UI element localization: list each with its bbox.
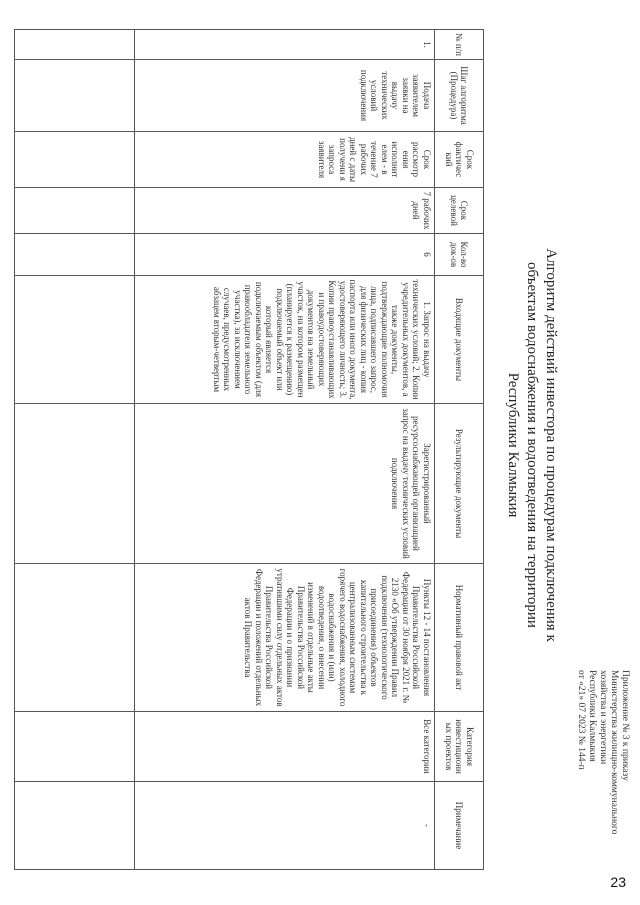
table-row — [135, 30, 435, 870]
table-header-row — [435, 30, 484, 870]
cell-result-docs: Зарегистрированный ресурсоснабжающей организацией запрос на выдачу технических условий подключения — [135, 404, 435, 564]
column-header: Срок целевой — [435, 188, 484, 234]
column-header: Входящие документы — [435, 276, 484, 404]
cell-target-term — [15, 188, 135, 234]
cell-result-docs — [15, 404, 135, 564]
cell-note — [15, 782, 135, 870]
cell-legal-act — [15, 564, 135, 712]
cell-doc-count: 6 — [135, 234, 435, 276]
document-title: Алгоритм действий инвестора по процедурам подключения к объектам водоснабжения и водоотведения на территории Республики Калмыкия — [505, 248, 559, 642]
appendix-header — [575, 670, 630, 870]
cell-category — [15, 712, 135, 782]
cell-number: 1. — [135, 30, 435, 60]
column-header: Нормативный правовой акт — [435, 564, 484, 712]
page-number: 23 — [610, 874, 626, 890]
column-header: Шаг алгоритма (Процедура) — [435, 60, 484, 132]
rotated-page — [0, 5, 640, 885]
appendix-line: Приложение № 3 к приказу — [620, 670, 630, 781]
column-header: № п/п — [435, 30, 484, 60]
cell-doc-count — [15, 234, 135, 276]
cell-number — [15, 30, 135, 60]
algorithm-table — [14, 29, 484, 870]
appendix-line: Республики Калмыкия — [587, 670, 597, 762]
cell-legal-act: Пункты 12 - 14 постановления Правительства Российской Федерации от 30 ноября 2021 г. № 2130 «Об утверждении Правил подключения (технологического присоединения) объектов капитального строительства к централизованным системам горячего водоснабжения, холодного водоснабжения и (или) водоотведения, о внесении изменений в отдельные акты Правительства Российской Федерации и о признании утратившими силу отдельных актов Правительства Российской Федерации и положений отдельных актов Правительства — [135, 564, 435, 712]
cell-actual-term: Срок рассмотр ения исполнит елем - в течение 7 рабочих дней с даты получени я запроса заявителя — [135, 132, 435, 188]
cell-target-term: 7 рабочих дней — [135, 188, 435, 234]
cell-category: Все категории — [135, 712, 435, 782]
cell-input-docs — [15, 276, 135, 404]
cell-input-docs: 1. Запрос на выдачу технических условий; 2. Копии учредительных документов, а также документы, подтверждающие полномочия лица, подписавшего запрос, для физических лиц - копия паспорта или иного документа, удостоверяющего личность; 3. Копии правоустанавливающих и правоудостоверяющих документов на земельный участок, на котором размещен (планируется к размещению) подключаемый объект или который является подключаемым объектом (для правообладателя земельного участка), за исключением случаев, предусмотренных абзацем вторым-четвертым — [135, 276, 435, 404]
table-row — [15, 30, 135, 870]
appendix-line: от «21» 07 2023 № 144-п — [576, 670, 586, 770]
column-header: Примечание — [435, 782, 484, 870]
cell-actual-term — [15, 132, 135, 188]
column-header: Срок фактичес кий — [435, 132, 484, 188]
appendix-line: Министерства жилищно-коммунального — [609, 670, 619, 835]
appendix-line: хозяйства и энергетики — [598, 670, 608, 765]
cell-step — [15, 60, 135, 132]
column-header: Результирующие документы — [435, 404, 484, 564]
column-header: Кол-во док-ов — [435, 234, 484, 276]
cell-note: - — [135, 782, 435, 870]
column-header: Категория инвестиционн ых проектов — [435, 712, 484, 782]
cell-step: Подача заявителем заявки на выдачу технических условий подключения — [135, 60, 435, 132]
